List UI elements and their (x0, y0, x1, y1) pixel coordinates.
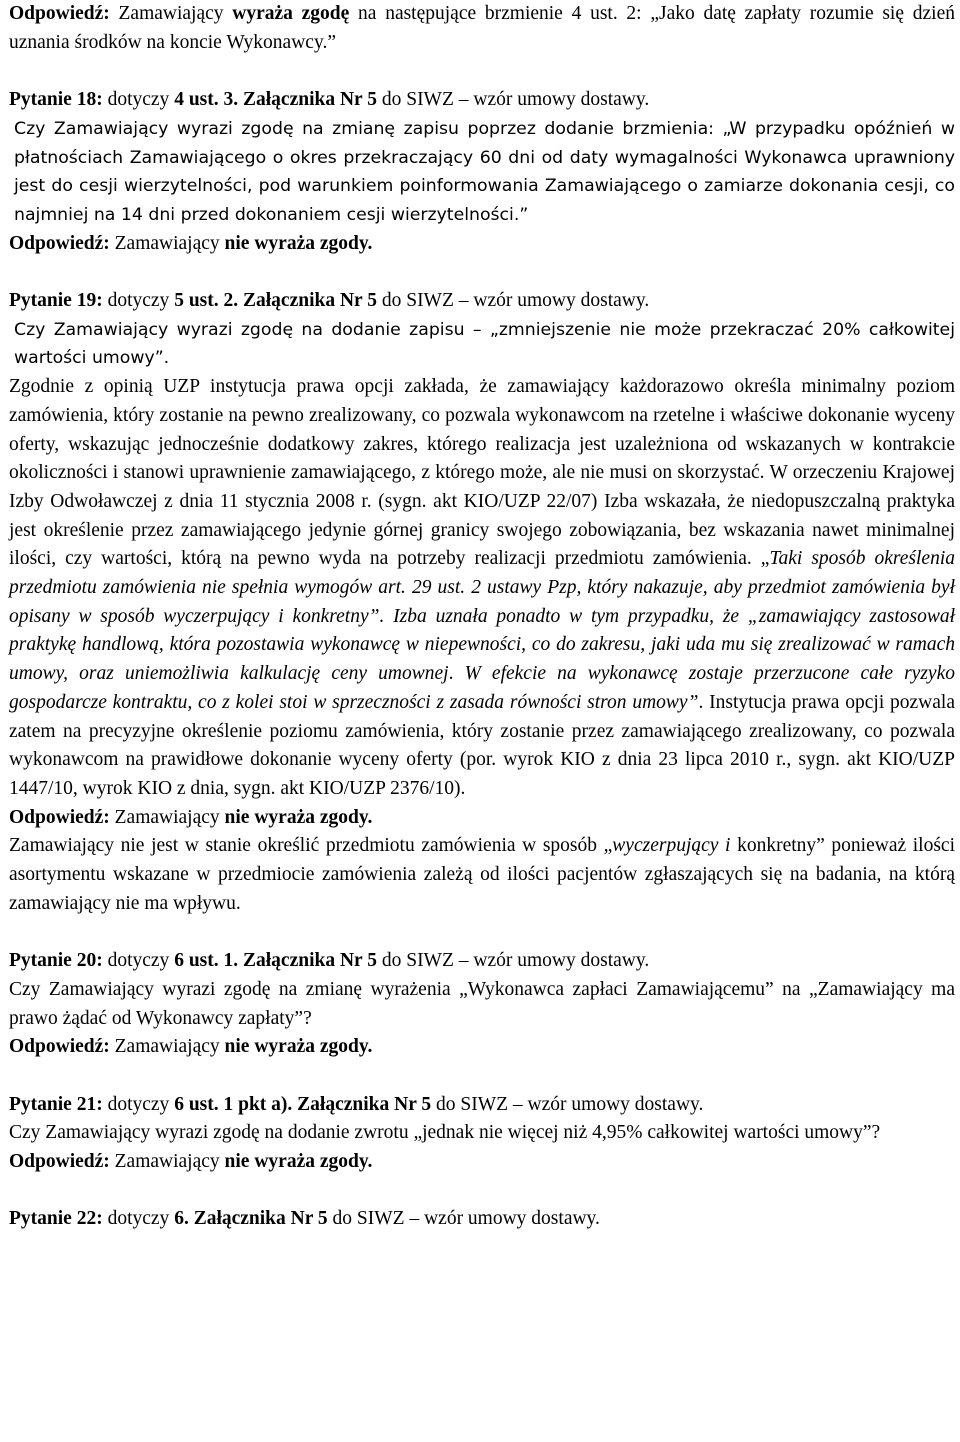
text-run: Czy Zamawiający wyrazi zgodę na dodanie zapisu – „zmniejszenie nie może przekraczać 20% całkowitej wartości umowy”. (14, 319, 955, 369)
bold-text: nie wyraża zgody. (224, 1151, 373, 1173)
bold-text: 5 ust. 2. Załącznika Nr 5 (174, 290, 377, 311)
bold-text: Pytanie 20: (9, 950, 103, 972)
question-21-heading (9, 1091, 955, 1120)
bold-text: Odpowiedź: (9, 3, 110, 24)
document-page (9, 0, 955, 1234)
bold-text: Pytanie 21: (9, 1093, 103, 1115)
text-run: Zamawiający (109, 232, 225, 254)
text-run: na następujące brzmienie (349, 3, 572, 24)
answer-20 (9, 1033, 955, 1062)
text-run: do SIWZ – wzór umowy dostawy. (376, 290, 650, 311)
text-run: Czy Zamawiający wyrazi zgodę na zmianę zapisu poprzez dodanie brzmienia: „W przypadku opóźnień w płatnościach Zamawiającego o okres przekraczający 60 dni od daty wymagalności Wykonawca uprawniony jest do cesji wierzytelności, pod warunkiem poinformowania Zamawiającego o zamiarze dokonania cesji, co najmniej na 14 dni przed dokonaniem cesji wierzytelności.” (14, 118, 955, 225)
text-run: dotyczy (102, 950, 175, 972)
text-run: . Instytucja prawa opcji pozwala zatem na precyzyjne określenie poziomu zamówienia, który zostanie przez zamawiającego zrealizowany, co pozwala wykonawcom na prawidłowe dokonanie wyceny oferty (por. wyrok KIO z dnia 23 lipca 2010 r., sygn. akt KIO/UZP 1447/10, wyrok KIO z dnia, sygn. akt KIO/UZP 2376/10). (9, 691, 955, 799)
spacer (9, 258, 955, 287)
text-run: do SIWZ – wzór umowy dostawy. (376, 950, 650, 972)
text-run: . (448, 663, 465, 685)
text-run: Zamawiający nie jest w stanie określić przedmiotu zamówienia w sposób „ (9, 835, 613, 857)
bold-text: Odpowiedź: (9, 232, 110, 254)
text-run: Zamawiający (109, 3, 233, 24)
question-19-body (9, 316, 955, 373)
question-18-heading (9, 86, 955, 115)
italic-text: W efekcie na wykonawcę zostaje przerzucone całe ryzyko gospodarcze kontraktu, co z kolei stoi w sprzeczności z zasada równości stron umowy” (9, 663, 955, 713)
bold-text: Odpowiedź: (9, 806, 110, 828)
bold-text: 6. Załącznika Nr 5 (174, 1208, 328, 1230)
bold-text: nie wyraża zgody. (224, 806, 373, 828)
text-run: do SIWZ – wzór umowy dostawy. (327, 1208, 600, 1230)
bold-text: nie wyraża zgody. (224, 1036, 373, 1058)
question-21-body (9, 1119, 955, 1148)
italic-text: wyczerpujący i (612, 835, 731, 857)
bold-text: 6 ust. 1 pkt a). Załącznika Nr 5 (174, 1093, 432, 1115)
text-run: do SIWZ – wzór umowy dostawy. (376, 89, 650, 111)
question-20-heading (9, 947, 955, 976)
answer-18 (9, 230, 955, 259)
text-run: Zgodnie z opinią UZP instytucja prawa opcji zakłada, że zamawiający każdorazowo określa minimalny poziom zamówienia, który zostanie na pewno zrealizowany, co pozwala wykonawcom na rzetelne i właściwe dokonanie wyceny oferty, wskazując jednocześnie dodatkowy zakres, którego realizacja jest uzależniona od wskazanych w kontrakcie okoliczności i stanowi uprawnienie zamawiającego, z którego może, ale nie musi on skorzystać. W orzeczeniu Krajowej Izby Odwoławczej z dnia 11 stycznia 2008 r. (sygn. akt KIO/UZP 22/07) Izba wskazała, że niedopuszczalną praktyka jest określenie przez zamawiającego jedynie górnej granicy swojego zobowiązania, bez wskazania nawet minimalnej ilości, czy wartości, którą na pewno wyda na potrzeby realizacji przedmiotu zamówienia. „ (9, 376, 955, 570)
text-run: dotyczy (102, 290, 175, 311)
text-run: Zamawiający (109, 1036, 225, 1058)
text-run: Czy Zamawiający wyrazi zgodę na dodanie zwrotu „jednak nie więcej niż 4,95% całkowitej wartości umowy”? (9, 1122, 881, 1144)
answer-17 (9, 0, 955, 57)
text-run: Zamawiający (109, 806, 225, 828)
text-run: dotyczy (102, 1093, 175, 1115)
question-22-heading (9, 1205, 955, 1234)
answer-19 (9, 804, 955, 833)
text-run: dotyczy (102, 89, 175, 111)
question-19-commentary (9, 373, 955, 804)
text-run: do SIWZ – wzór umowy dostawy. (431, 1093, 704, 1115)
bold-text: wyraża zgodę (232, 3, 350, 24)
bold-text: Odpowiedź: (9, 1036, 110, 1058)
question-18-body (9, 115, 955, 230)
bold-text: Pytanie 18: (9, 89, 103, 111)
spacer (9, 57, 955, 86)
text-run: dotyczy (102, 1208, 175, 1230)
bold-text: Pytanie 22: (9, 1208, 103, 1230)
spacer (9, 1062, 955, 1091)
question-19-heading (9, 287, 955, 316)
spacer (9, 918, 955, 947)
question-20-body (9, 976, 955, 1033)
text-run: Zamawiający (109, 1151, 225, 1173)
answer-21 (9, 1148, 955, 1177)
text-run: 4 ust. 2: „Jako datę zapłaty rozumie się dzień uznania środków na koncie Wykonawcy.” (9, 3, 955, 53)
text-run: Czy Zamawiający wyrazi zgodę na zmianę wyrażenia „Wykonawca zapłaci Zamawiającemu” na „Zamawiający ma prawo żądać od Wykonawcy zapłaty”? (9, 978, 955, 1029)
text-run: konkretny” ponieważ ilości asortymentu wskazane w przedmiocie zamówienia zależą od ilości pacjentów zgłaszających się na badania, na którą zamawiający nie ma wpływu. (9, 835, 955, 914)
bold-text: Odpowiedź: (9, 1151, 110, 1173)
spacer (9, 1177, 955, 1206)
bold-text: 6 ust. 1. Załącznika Nr 5 (174, 950, 377, 972)
bold-text: nie wyraża zgody. (224, 232, 373, 254)
bold-text: Pytanie 19: (9, 290, 103, 311)
answer-19-justification (9, 832, 955, 918)
italic-text: Taki sposób określenia przedmiotu zamówienia nie spełnia wymogów art. 29 ust. 2 ustawy Pzp, który nakazuje, aby przedmiot zamówienia był opisany w sposób wyczerpujący i konkretny”. Izba uznała ponadto w tym przypadku, że „zamawiający zastosował praktykę handlową, która pozostawia wykonawcę w niepewności, co do zakresu, jaki uda mu się zrealizować w ramach umowy, oraz uniemożliwia kalkulację ceny umownej (9, 548, 955, 685)
bold-text: 4 ust. 3. Załącznika Nr 5 (174, 89, 377, 111)
